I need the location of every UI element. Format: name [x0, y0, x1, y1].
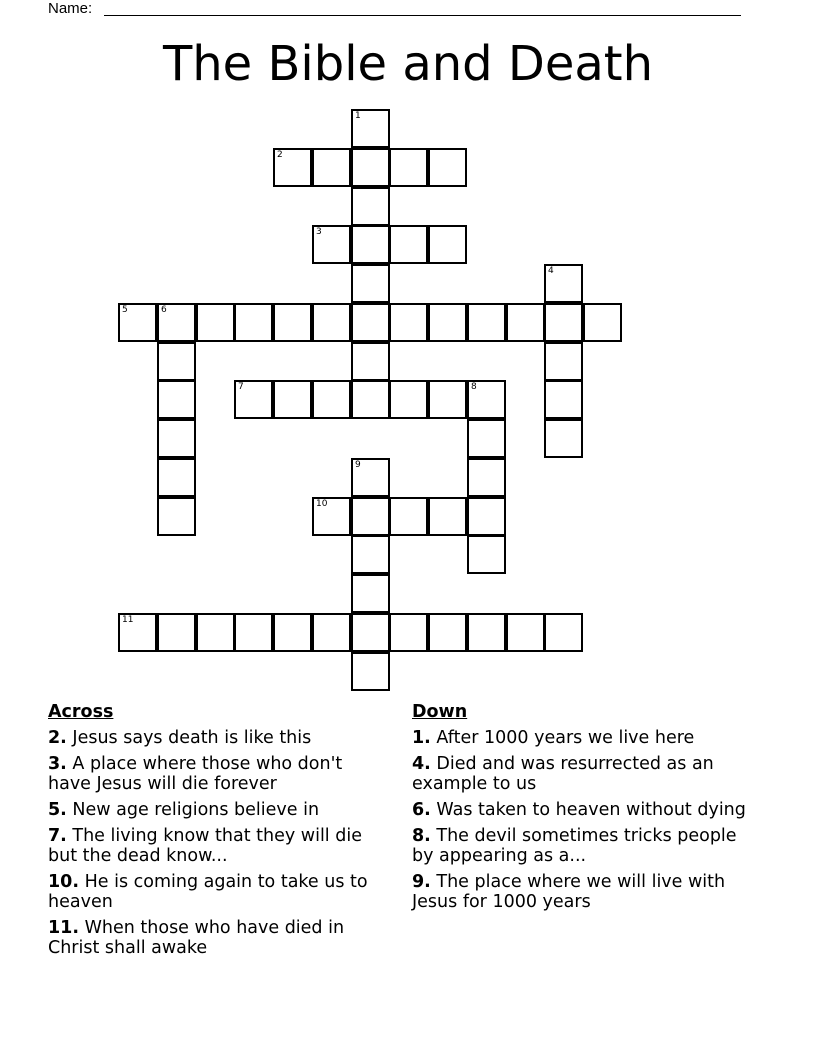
grid-cell[interactable]: [389, 380, 428, 419]
cell-number: 4: [548, 266, 554, 276]
grid-cell[interactable]: [467, 380, 506, 419]
grid-cell[interactable]: [351, 303, 390, 342]
cell-number: 1: [355, 111, 361, 121]
grid-cell[interactable]: [157, 419, 196, 458]
grid-cell[interactable]: [583, 303, 622, 342]
grid-cell[interactable]: [312, 148, 351, 187]
down-clue: 4. Died and was resurrected as an example to us: [412, 754, 714, 794]
grid-cell[interactable]: [234, 380, 273, 419]
grid-cell[interactable]: [544, 613, 583, 652]
down-clue: 1. After 1000 years we live here: [412, 728, 695, 748]
grid-cell[interactable]: [389, 148, 428, 187]
down-clue: 9. The place where we will live with Jesus for 1000 years: [412, 872, 726, 912]
grid-cell[interactable]: [544, 342, 583, 381]
down-clue: 8. The devil sometimes tricks people by appearing as a...: [412, 826, 737, 866]
grid-cell[interactable]: [196, 303, 235, 342]
grid-cell[interactable]: [467, 458, 506, 497]
grid-cell[interactable]: [234, 303, 273, 342]
grid-cell[interactable]: [273, 303, 312, 342]
cell-number: 11: [122, 615, 134, 625]
grid-cell[interactable]: [273, 148, 312, 187]
grid-cell[interactable]: [428, 148, 467, 187]
grid-cell[interactable]: [157, 303, 196, 342]
puzzle-title: The Bible and Death: [162, 36, 654, 92]
grid-cell[interactable]: [351, 652, 390, 691]
cell-number: 5: [122, 305, 128, 315]
grid-cell[interactable]: [544, 264, 583, 303]
grid-cell[interactable]: [312, 303, 351, 342]
cell-number: 7: [238, 382, 244, 392]
cell-number: 2: [277, 150, 283, 160]
grid-cell[interactable]: [544, 380, 583, 419]
grid-cell[interactable]: [428, 497, 467, 536]
grid-cell[interactable]: [351, 187, 390, 226]
grid-cell[interactable]: [351, 264, 390, 303]
cell-number: 8: [471, 382, 477, 392]
grid-cell[interactable]: [157, 497, 196, 536]
grid-cell[interactable]: [506, 303, 545, 342]
grid-cell[interactable]: [118, 613, 157, 652]
down-clues: [412, 702, 752, 918]
grid-cell[interactable]: [389, 225, 428, 264]
grid-cell[interactable]: [196, 613, 235, 652]
grid-cell[interactable]: [351, 109, 390, 148]
cell-number: 3: [316, 227, 322, 237]
grid-cell[interactable]: [544, 419, 583, 458]
grid-cell[interactable]: [506, 613, 545, 652]
grid-cell[interactable]: [351, 497, 390, 536]
grid-cell[interactable]: [467, 613, 506, 652]
grid-cell[interactable]: [428, 303, 467, 342]
grid-cell[interactable]: [312, 497, 351, 536]
cell-number: 10: [316, 499, 328, 509]
across-clue: 5. New age religions believe in: [48, 800, 320, 820]
grid-cell[interactable]: [351, 225, 390, 264]
across-clue: 11. When those who have died in Christ shall awake: [48, 918, 345, 958]
grid-cell[interactable]: [428, 613, 467, 652]
across-clue: 7. The living know that they will die but the dead know...: [48, 826, 362, 866]
down-clue: 6. Was taken to heaven without dying: [412, 800, 746, 820]
across-clue: 3. A place where those who don't have Jesus will die forever: [48, 754, 343, 794]
grid-cell[interactable]: [389, 303, 428, 342]
cell-number: 9: [355, 460, 361, 470]
grid-cell[interactable]: [157, 380, 196, 419]
across-clues: [48, 702, 378, 964]
across-clue: 10. He is coming again to take us to heaven: [48, 872, 368, 912]
grid-cell[interactable]: [351, 148, 390, 187]
grid-cell[interactable]: [157, 342, 196, 381]
grid-cell[interactable]: [467, 419, 506, 458]
grid-cell[interactable]: [273, 380, 312, 419]
name-label: Name:: [48, 0, 93, 17]
grid-cell[interactable]: [467, 535, 506, 574]
cell-number: 6: [161, 305, 167, 315]
across-clue: 2. Jesus says death is like this: [48, 728, 312, 748]
grid-cell[interactable]: [351, 574, 390, 613]
grid-cell[interactable]: [467, 497, 506, 536]
grid-cell[interactable]: [157, 613, 196, 652]
grid-cell[interactable]: [273, 613, 312, 652]
grid-cell[interactable]: [389, 497, 428, 536]
grid-cell[interactable]: [467, 303, 506, 342]
grid-cell[interactable]: [312, 380, 351, 419]
grid-cell[interactable]: [312, 225, 351, 264]
grid-cell[interactable]: [312, 613, 351, 652]
grid-cell[interactable]: [351, 342, 390, 381]
grid-cell[interactable]: [157, 458, 196, 497]
grid-cell[interactable]: [351, 458, 390, 497]
grid-cell[interactable]: [118, 303, 157, 342]
grid-cell[interactable]: [389, 613, 428, 652]
grid-cell[interactable]: [428, 380, 467, 419]
grid-cell[interactable]: [428, 225, 467, 264]
across-heading: Across: [48, 702, 114, 722]
grid-cell[interactable]: [234, 613, 273, 652]
grid-cell[interactable]: [351, 613, 390, 652]
grid-cell[interactable]: [544, 303, 583, 342]
down-heading: Down: [412, 702, 468, 722]
grid-cell[interactable]: [351, 535, 390, 574]
grid-cell[interactable]: [351, 380, 390, 419]
